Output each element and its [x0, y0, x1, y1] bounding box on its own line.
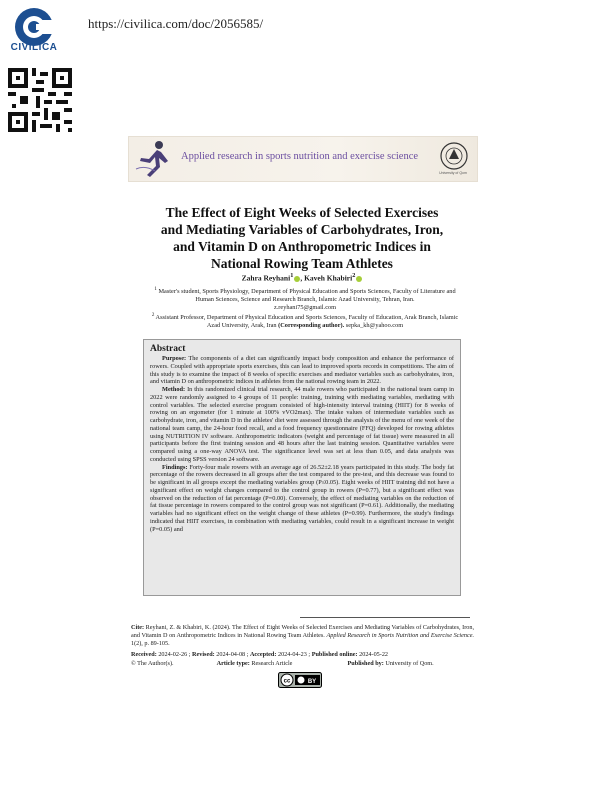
cc-by-license-icon[interactable]: [278, 672, 322, 688]
civilica-logo-text: CIVILICA: [10, 42, 58, 53]
author-name: Kaveh Khabiri: [304, 273, 353, 283]
title-line: National Rowing Team Athletes: [211, 256, 393, 271]
qr-code-icon: [8, 68, 72, 132]
author-email[interactable]: sepka_kh@yahoo.com: [345, 322, 404, 330]
article-meta: © The Author(s). Article type: Research Article Published by: University of Qom.: [131, 660, 434, 667]
by-text: BY: [307, 679, 317, 685]
author-separator: ,: [300, 273, 305, 283]
title-line: and Mediating Variables of Carbohydrates, Iron,: [160, 222, 444, 237]
orcid-icon[interactable]: [356, 276, 362, 282]
author-sup: 1: [290, 272, 294, 279]
footer-divider: [300, 617, 470, 618]
author-email[interactable]: z.reyhani75@gmail.com: [273, 304, 337, 312]
corresponding-author-note: (Corresponding author).: [278, 322, 345, 330]
affiliation-1: $^1$ Master's student, Sports Physiology, Department of Physical Education and Sports Sciences, Faculty of Literature and Human Sciences, Science and Research Branch, Islamic Azad University, Tehran, Iran. z.reyhani75@gmail.com: [154, 287, 456, 312]
abstract-heading: Abstract: [150, 344, 186, 354]
abstract-box: [143, 339, 461, 596]
copyright: © The Author(s).: [131, 660, 174, 667]
title-line: and Vitamin D on Anthropometric Indices in: [173, 239, 431, 254]
abstract-purpose: Purpose: The components of a diet can significantly impact body composition and enhance the performance of rowers. Coupled with appropriate sports exercises, this can lead to improved sports records in competitions. The aim of this study is to examine the impact of 8 weeks of specific exercises and mediator variables such as carbohydrates, iron, and vitamin D on anthropometric indices in athletes from the national rowing team in 2022.: [150, 355, 454, 386]
document-url[interactable]: https://civilica.com/doc/2056585/: [88, 16, 264, 31]
citation: Cite: Reyhani, Z. & Khabiri, K. (2024). The Effect of Eight Weeks of Selected Exercises and Mediating Variables of Carbohydrates, Iron, and Vitamin D on Anthropometric Indices in National Rowing Team Athletes. Applied Research in Sports Nutrition and Exercise Science. 1(2), p. 89-105.: [131, 624, 475, 647]
abstract-method: Method: In this randomized clinical trial research, 44 male rowers who participated in the national team camp in 2022 were randomly assigned to 4 groups of 11 people: training, training with mediating variables, mediating with control variables. The selected exercise program consisted of high-intensity interval training (HIIT) for 8 weeks of rowing on an ergometer (for 1 minute at 100% vVO2max). The intake values of intermediate variables such as carbohydrate, iron, and vitamin D in the athletes' diet were assessed through the analysis of the menu of one week of the national team camp, the 24-hour food recall, and a food frequency questionnaire (FFQ) developed for rowing athletes using NUTRITION IV software. Anthropometric indicators (weight and percentage of fat tissue) were measured in all participants before the first training session and 48 hours after the last training session. Quantitative variables were compared using a one-way ANOVA test. The significance level was set at less than 0.05, and data analysis was conducted using SPSS version 24 software.: [150, 386, 454, 463]
emblem-caption: University of Qom: [439, 171, 467, 175]
author-sup: 2: [352, 272, 356, 279]
journal-banner: [128, 136, 478, 182]
author-list: [130, 272, 474, 283]
article-title: [130, 204, 474, 272]
affiliation-text: Assistant Professor, Department of Physical Education and Sports Sciences, Faculty of Education, Arak Branch, Islamic Azad University, Arak, Iran: [155, 314, 459, 330]
article-type: Research Article: [251, 660, 293, 667]
university-emblem-icon: [439, 141, 469, 171]
affiliation-2: $^2$ Assistant Professor, Department of Physical Education and Sports Sciences, Faculty of Education, Arak Branch, Islamic Azad University, Arak, Iran (Corresponding author). sepka_kh@yahoo.com: [151, 313, 459, 330]
abstract-findings: Findings: Forty-four male rowers with an average age of 26.52±2.18 years participated in this study. The body fat percentage of the rowers decreased in all groups after the test compared to the pre-test, and this decrease was found to be significant in all groups except the mediating variables group (P≤0.05). Eight weeks of HIIT training did not have a significant effect on weight changes compared to the control group in rowers (P=0.77), but a significant effect was observed on the reduction of fat percentage (P=0.00). Conversely, the effect of mediating variables on the reduction of fat tissue percentage in rowers compared to the control group was not significant (P=0.61). Additionally, the mediating variables had no significant effect on the weight change of these athletes (P=0.99). Furthermore, the study's findings indicated that HIIT exercises, in combination with mediating variables, could result in a significant increase in weight (P=0.05) and: [150, 463, 454, 533]
title-line: The Effect of Eight Weeks of Selected Exercises: [165, 205, 439, 220]
affiliation-text: Master's student, Sports Physiology, Department of Physical Education and Sports Sciences, Faculty of Literature and Human Sciences, Science and Research Branch, Islamic Azad University, Tehran, Iran.: [158, 288, 456, 304]
cc-text: cc: [283, 678, 291, 685]
journal-title: Applied research in sports nutrition and exercise science: [181, 151, 419, 162]
runner-icon: [135, 139, 173, 179]
publisher: University of Qom.: [385, 660, 434, 667]
article-dates: Received: 2024-02-26 ; Revised: 2024-04-08 ; Accepted: 2024-04-23 ; Published online: 2024-05-22: [131, 651, 389, 658]
author-name: Zahra Reyhani: [241, 273, 291, 283]
